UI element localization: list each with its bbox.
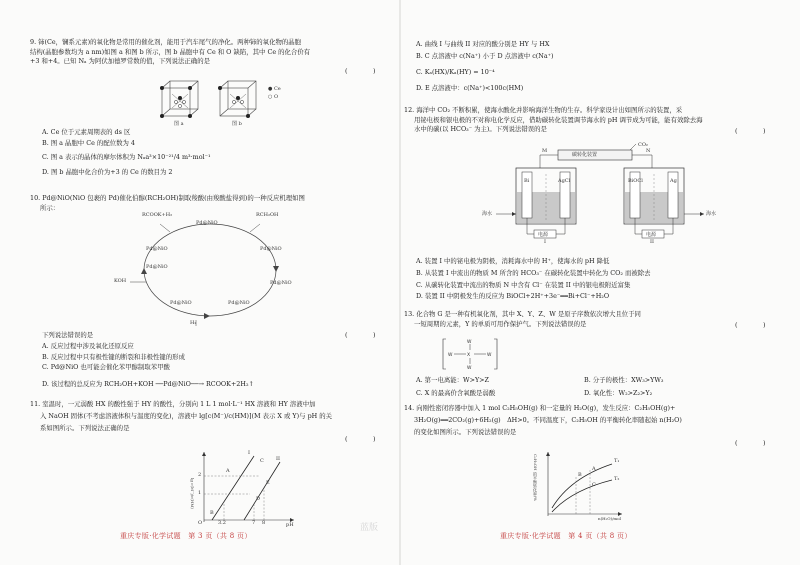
cycle-label: Pd@NiO (270, 280, 292, 286)
q9-option-b: B. 图 a 晶胞中 Ce 的配位数为 4 (42, 138, 135, 147)
q11-point: C (260, 458, 264, 464)
label-device-1: I (544, 239, 546, 245)
crystal-cell-figures (152, 76, 292, 130)
answer-parentheses: ( ) (735, 439, 766, 447)
q13-line: 一短周期的元素，Y 的单质可用作保护气。下列说法错误的是 (414, 319, 587, 328)
q11-option-b: B. C 点溶液中 c(Na⁺) 小于 D 点溶液中 c(Na⁺) (416, 52, 554, 60)
answer-parentheses: ( ) (735, 321, 766, 329)
q9-option-c: C. 图 a 表示的晶体的摩尔体积为 Nₐa³×10⁻²¹/4 m³·mol⁻¹ (42, 153, 211, 161)
cycle-label: Pd@NiO (228, 300, 250, 306)
q11-x-label: pH (286, 522, 294, 528)
q11-options (416, 38, 756, 94)
q14-point: B (578, 472, 582, 478)
q13-option-d: D. 氧化性：W₂>Z₂>Y₂ (584, 388, 653, 397)
q11-line: 系如图所示。下列说法正确的是 (40, 424, 130, 432)
page-footer: 重庆专版·化学试题 第 3 页（共 8 页） (120, 532, 252, 540)
q11-x-tick: 3.2 (218, 520, 226, 526)
q11-graph-svg (190, 448, 300, 526)
fig-b-caption: 图 b (232, 121, 242, 127)
q11-graph (190, 448, 300, 530)
q13-option-c: C. X 的最高价含氧酸是弱酸 (416, 388, 496, 397)
answer-parentheses: ( ) (345, 67, 376, 75)
q13-line: 13. 化合物 G 是一种有机氧化剂，其中 X、Y、Z、W 是原子序数依次增大且位于同 (404, 310, 641, 318)
cycle-label: Pd@NiO (146, 246, 168, 252)
watermark: 蓝版 (360, 523, 379, 533)
q13-options-row (416, 387, 776, 400)
question-12 (404, 106, 779, 135)
label-power: 电源 (646, 232, 657, 238)
answer-parentheses: ( ) (735, 127, 766, 135)
compound-g-structure (440, 336, 500, 376)
q11-curve: II (276, 456, 280, 462)
q11-point: D (256, 496, 261, 502)
electrochem-device-figure (480, 144, 720, 244)
crystal-cells-svg (152, 76, 292, 126)
q14-curve: T₂ (614, 476, 620, 482)
q14-point: A (592, 466, 596, 472)
q14-line: 的变化如图所示。下列说法错误的是 (414, 428, 517, 436)
right-page (400, 0, 800, 565)
q13-option-b: B. 分子的极性：XW₃>YW₃ (584, 376, 664, 384)
label-ag: Ag (670, 178, 677, 184)
q11-point: A (226, 468, 230, 474)
cycle-label: Pd@NiO (260, 246, 282, 252)
q12-line: 水中的碳(以 HCO₃⁻ 为主)。下列说法错误的是 (414, 125, 547, 134)
svg-text:W: W (487, 353, 492, 358)
label-carbon-device: 碳转化装置 (572, 152, 598, 158)
legend-ce: ● Ce (268, 86, 281, 92)
q11-x-tick: 7 (252, 520, 256, 526)
question-9 (30, 38, 385, 67)
q11-option-d: D. E 点溶液中：c(Na⁺)<100c(HM) (416, 84, 524, 92)
cycle-label: RCOOK+H₂ (142, 212, 173, 218)
label-bi: Bi (524, 178, 530, 184)
q11-origin: O (198, 520, 203, 526)
label-seawater-in: 海水 (482, 211, 493, 217)
label-agcl: AgCl (558, 178, 571, 184)
answer-parentheses: ( ) (345, 435, 376, 443)
q14-point: C (592, 482, 596, 488)
cycle-label: Pd@NiO (170, 300, 192, 306)
q9-option-d: D. 图 b 晶胞中化合价为+3 的 Ce 的数目为 2 (42, 167, 173, 176)
q9-option-a: A. Ce 位于元素周期表的 ds 区 (42, 128, 131, 136)
q12-option-a: A. 装置 I 中的铋电极为阴极，消耗海水中的 H⁺，使海水的 pH 降低 (416, 257, 610, 265)
q11-curve: I (248, 450, 250, 456)
cycle-label-h2: H₂ (190, 320, 197, 326)
q14-y-label: C₂H₅OH 的平衡转化率/% (533, 454, 538, 501)
cycle-label: RCH₂OH (256, 212, 279, 218)
q12-option-d: D. 装置 II 中阴极发生的反应为 BiOCl+2H⁺+3e⁻══Bi+Cl⁻+H₂O (416, 292, 610, 301)
q11-option-a: A. 曲线 I 与曲线 II 对应的酸分别是 HY 与 HX (416, 40, 550, 48)
q10-option-c: C. Pd@NiO 也可能会催化苯甲醇制取苯甲酸 (42, 363, 170, 372)
answer-parentheses: ( ) (345, 331, 376, 339)
q10-line: 所示： (40, 203, 60, 212)
cycle-label: Pd@NiO (146, 264, 168, 270)
q10-options (42, 330, 382, 390)
q10-line: 10. Pd@NiO(NiO 包裹的 Pd)催化伯醇(RCH₂OH)制取羧酸(由羧酸盐得到)的一种反应机理如图 (30, 194, 305, 202)
label-power: 电源 (538, 232, 549, 238)
q12-option-c: C. 从碳转化装置中流出的物质 N 中含有 Cl⁻ 在装置 II 中的银电极附近富集 (416, 280, 631, 289)
q13-option-a: A. 第一电离能：W>Y>Z (416, 376, 489, 384)
q14-line: 3H₂O(g)══2CO₂(g)+6H₂(g) ΔH>0。不同温度下，C₂H₅OH 的平衡转化率随起始 n(H₂O) (414, 416, 682, 424)
label-m: M (542, 148, 548, 154)
svg-text:X: X (467, 353, 471, 358)
q14-graph (532, 448, 632, 524)
cycle-label-koh: KOH (114, 278, 127, 284)
label-device-2: II (650, 239, 654, 245)
q10-option-b: B. 反应过程中只有极性键的断裂和非极性键的形成 (42, 352, 185, 361)
legend-o: ○ O (268, 94, 279, 100)
q12-options (416, 256, 776, 303)
question-14 (404, 402, 779, 438)
q12-line: 12. 海洋中 CO₂ 不断积累，使海水酸化并影响海洋生物的生存。科学家设计出如图所示的装置，采 (404, 106, 683, 114)
reaction-cycle-figure (110, 210, 310, 328)
label-biocl: BiOCl (628, 178, 643, 184)
label-co2: CO₂ (638, 142, 648, 148)
reaction-cycle-svg (110, 210, 310, 328)
q9-line: +3 和+4。已知 Nₐ 为阿伏加德罗常数的值，下列说法正确的是 (30, 57, 210, 66)
q14-curve: T₁ (614, 458, 620, 464)
q10-option-a: A. 反应过程中涉及氧化还原反应 (42, 341, 134, 350)
q11-y-tick: 1 (198, 490, 202, 496)
svg-text:W: W (448, 353, 453, 358)
label-seawater-out: 海水 (706, 211, 717, 217)
svg-text:W: W (467, 340, 472, 345)
q11-line: 入 NaOH 固体(不考虑溶液体积与温度的变化)，溶液中 lg[c(M⁻)/c(HM)](M 表示 X 或 Y)与 pH 的关 (40, 412, 333, 420)
q11-y-label: lg c(M⁻)/c(HM) (190, 478, 195, 509)
electrochem-device-svg (480, 144, 720, 244)
q9-line: 9. 铈(Ce，镧系元素)的氧化物是常用的催化剂，能用于汽车尾气的净化。两种铈的氧化物的晶胞 (30, 38, 302, 46)
q13-options-row (416, 374, 776, 387)
q14-x-label: n(H₂O)/mol (598, 516, 621, 521)
q11-y-tick: 2 (198, 472, 202, 478)
q11-option-c: C. Kₐ(HX)/Kₐ(HY) = 10⁻⁴ (416, 68, 495, 76)
q12-line: 用铋电极和银电极的不对称电化学反应，借助碳转化装置调节海水的 pH 调节成为可能，能有效除去海 (414, 115, 703, 124)
q14-line: 14. 向刚性密闭容器中加入 1 mol C₂H₅OH(g) 和一定量的 H₂O(g)，发生反应：C₂H₅OH(g)+ (404, 404, 676, 412)
q11-point: E (266, 480, 270, 486)
q10-option-d: D. 该过程的总反应为 RCH₂OH+KOH ──Pd@NiO──→ RCOOK+2H₂↑ (42, 380, 254, 389)
q13-options (416, 374, 776, 399)
q11-x-tick: 8 (262, 520, 266, 526)
cycle-label: Pd@NiO (196, 220, 218, 226)
page-footer: 重庆专版·化学试题 第 4 页（共 8 页） (500, 532, 632, 540)
compound-g-svg (440, 336, 500, 372)
svg-text:W: W (467, 366, 472, 371)
q11-line: 11. 室温时，一元弱酸 HX 的酸性强于 HY 的酸性，分别向 1 L 1 mol·L⁻¹ HX 溶液和 HY 溶液中加 (30, 400, 316, 408)
q11-point: B (210, 510, 214, 516)
question-11 (30, 398, 385, 434)
q10-stem: 下列说法错误的是 (42, 331, 94, 339)
label-n: N (646, 148, 651, 154)
q9-line: 结构(晶胞参数均为 a nm)如图 a 和图 b 所示，图 b 晶胞中有 Ce 和 O 缺陷，其中 Ce 的化合价有 (30, 47, 311, 56)
q12-option-b: B. 从装置 I 中流出的物质 M 所含的 HCO₃⁻ 在碳转化装置中转化为 CO₂ 而被除去 (416, 268, 651, 277)
q9-options (42, 127, 382, 177)
fig-a-caption: 图 a (174, 121, 184, 127)
question-13 (404, 310, 779, 329)
